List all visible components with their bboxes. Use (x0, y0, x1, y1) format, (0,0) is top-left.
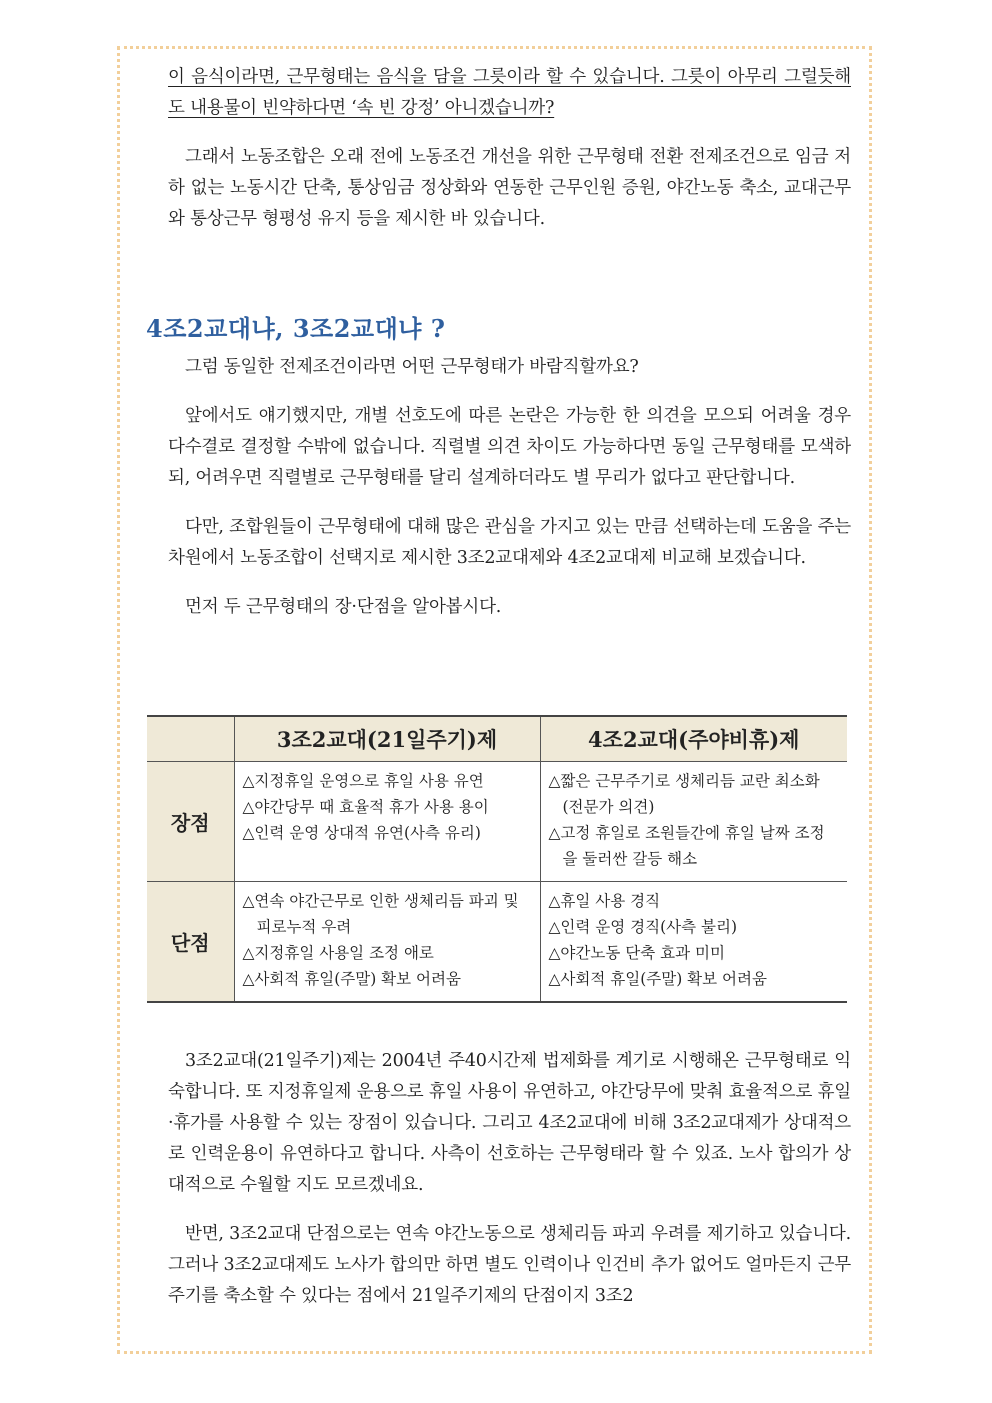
row-header-cons: 단점 (147, 882, 234, 1002)
list-item: △고정 휴일로 조원들간에 휴일 날짜 조정을 둘러싼 갈등 해소 (548, 824, 825, 868)
section-paragraph-2: 앞에서도 얘기했지만, 개별 선호도에 따른 논란은 가능한 한 의견을 모으되 어려울 경우 다수결로 결정할 수밖에 없습니다. 직렬별 의견 차이도 가능하다면 동일 근무형태를 모색하되, 어려우면 직렬별로 근무형태를 달리 설계하더라도 별 무리가 없다고 판단합니다. (168, 406, 851, 488)
after-table-body (168, 1046, 851, 1312)
intro-paragraph: 그래서 노동조합은 오래 전에 노동조건 개선을 위한 근무형태 전환 전제조건으로 임금 저하 없는 노동시간 단축, 통상임금 정상화와 연동한 근무인원 증원, 야간노동 축소, 교대근무와 통상근무 형평성 유지 등을 제시한 바 있습니다. (168, 147, 851, 229)
list-item: △지정휴일 운영으로 휴일 사용 유연 (242, 772, 484, 790)
table-corner (147, 716, 234, 762)
list-item: △사회적 휴일(주말) 확보 어려움 (548, 970, 767, 988)
section-heading: 4조2교대냐, 3조2교대냐 ? (146, 314, 446, 343)
cons-4shift-cell (540, 882, 847, 1002)
after-paragraph-2: 반면, 3조2교대 단점으로는 연속 야간노동으로 생체리듬 파괴 우려를 제기하고 있습니다. 그러나 3조2교대제도 노사가 합의만 하면 별도 인력이나 인건비 추가 없어도 얼마든지 근무주기를 축소할 수 있다는 점에서 21일주기제의 단점이지 3조2 (168, 1224, 851, 1306)
after-paragraph-1: 3조2교대(21일주기)제는 2004년 주40시간제 법제화를 계기로 시행해온 근무형태로 익숙합니다. 또 지정휴일제 운용으로 휴일 사용이 유연하고, 야간당무에 맞춰 효율적으로 휴일·휴가를 사용할 수 있는 장점이 있습니다. 그리고 4조2교대에 비해 3조2교대제가 상대적으로 인력운용이 유연하다고 합니다. 사측이 선호하는 근무형태라 할 수 있죠. 노사 합의가 상대적으로 수월할 지도 모르겠네요. (168, 1051, 851, 1195)
pros-3shift-cell (234, 762, 540, 882)
col-header-3shift: 3조2교대(21일주기)제 (234, 716, 540, 762)
list-item: △짧은 근무주기로 생체리듬 교란 최소화(전문가 의견) (548, 772, 820, 816)
list-item: △사회적 휴일(주말) 확보 어려움 (242, 970, 461, 988)
section-body (168, 352, 851, 623)
col-header-4shift: 4조2교대(주야비휴)제 (540, 716, 847, 762)
list-item: △인력 운영 상대적 유연(사측 유리) (242, 824, 481, 842)
list-item: △인력 운영 경직(사측 불리) (548, 918, 738, 936)
section-paragraph-4: 먼저 두 근무형태의 장·단점을 알아봅시다. (185, 597, 502, 617)
comparison-table (147, 715, 847, 1003)
intro-block (168, 62, 851, 235)
list-item: △휴일 사용 경직 (548, 892, 661, 910)
intro-underlined-text: 이 음식이라면, 근무형태는 음식을 담을 그릇이라 할 수 있습니다. 그릇이 아무리 그럴듯해도 내용물이 빈약하다면 ‘속 빈 강정’ 아니겠습니까? (168, 67, 851, 118)
section-paragraph-1: 그럼 동일한 전제조건이라면 어떤 근무형태가 바람직할까요? (185, 357, 639, 377)
list-item: △야간당무 때 효율적 휴가 사용 용이 (242, 798, 489, 816)
cons-3shift-cell (234, 882, 540, 1002)
list-item: △지정휴일 사용일 조정 애로 (242, 944, 434, 962)
comparison-table-wrap (147, 715, 847, 1003)
list-item: △야간노동 단축 효과 미미 (548, 944, 725, 962)
row-header-pros: 장점 (147, 762, 234, 882)
pros-4shift-cell (540, 762, 847, 882)
section-paragraph-3: 다만, 조합원들이 근무형태에 대해 많은 관심을 가지고 있는 만큼 선택하는데 도움을 주는 차원에서 노동조합이 선택지로 제시한 3조2교대제와 4조2교대제 비교해 보겠습니다. (168, 517, 851, 568)
list-item: △연속 야간근무로 인한 생체리듬 파괴 및 피로누적 우려 (242, 892, 519, 936)
